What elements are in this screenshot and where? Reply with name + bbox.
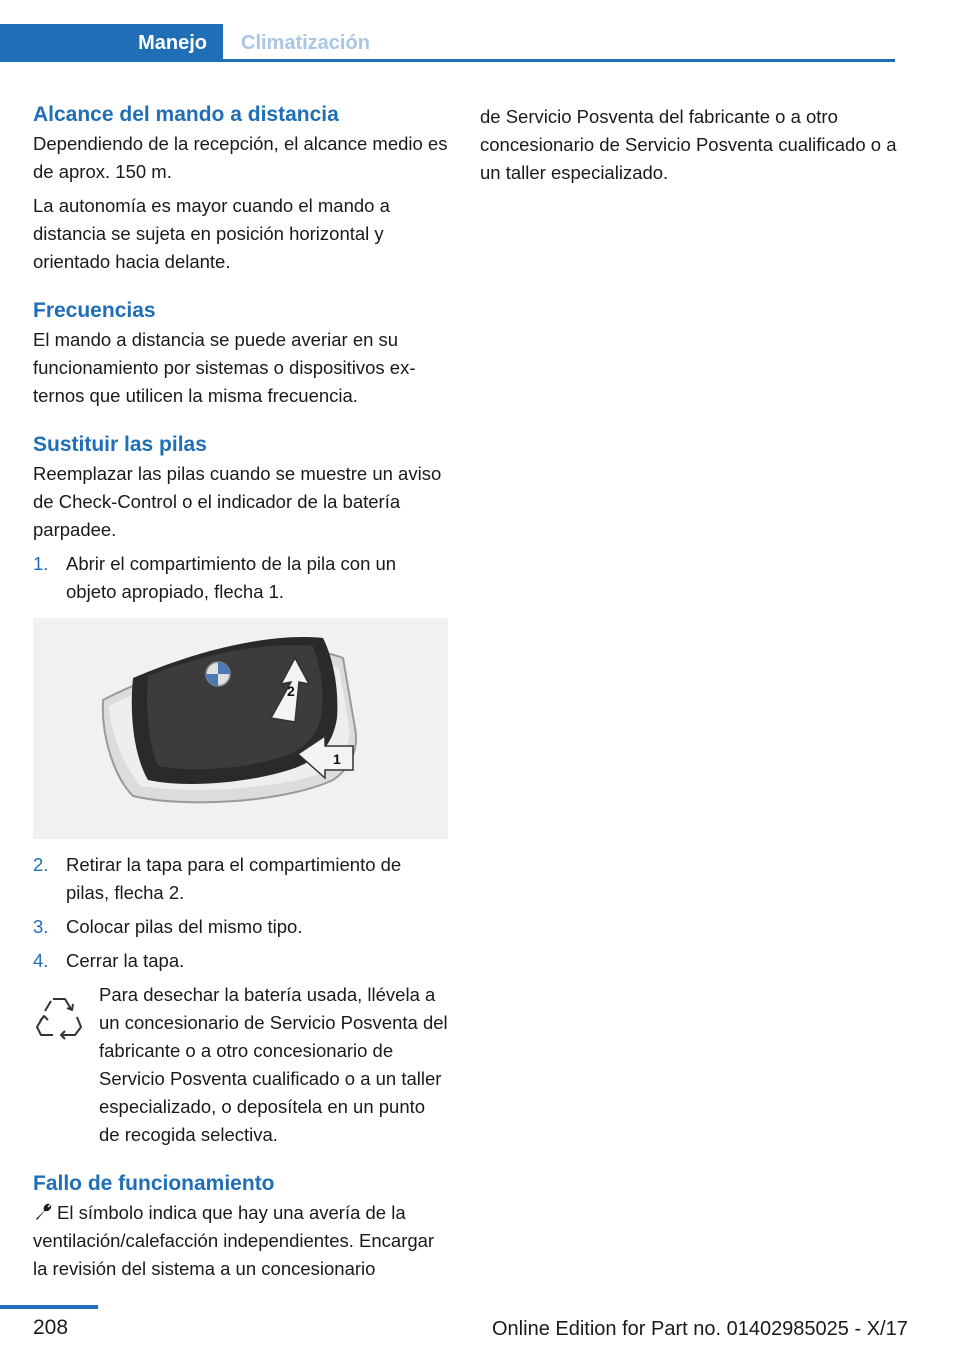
arrow-2-label: 2 (287, 683, 295, 699)
section-title-pilas: Sustituir las pilas (33, 433, 207, 456)
wrench-icon (33, 1202, 53, 1222)
paragraph: Dependiendo de la recepción, el alcance medio es de aprox. 150 m. (33, 133, 448, 182)
list-item (33, 550, 448, 606)
tab-manejo[interactable] (0, 24, 223, 62)
edition-text: Online Edition for Part no. 01402985025 - X/17 (492, 1318, 908, 1340)
list-item (33, 947, 448, 975)
paragraph: Reemplazar las pilas cuando se muestre un aviso de Check-Control o el indicador de la batería parpadee. (33, 463, 442, 540)
step-number: 4. (33, 950, 49, 971)
list-item (33, 851, 448, 907)
section-title-frecuencias: Frecuencias (33, 299, 156, 322)
footer-rule (0, 1305, 98, 1309)
section-title-fallo: Fallo de funcionamiento (33, 1172, 275, 1195)
header-tabs (0, 24, 895, 62)
environment-note (33, 981, 448, 1149)
fault-paragraph (33, 1199, 448, 1283)
steps-list (33, 550, 448, 606)
paragraph: La autonomía es mayor cuando el mando a distancia se sujeta en posición horizontal y orientado hacia delante. (33, 195, 390, 272)
step-number: 2. (33, 854, 49, 875)
note-text: Para desechar la batería usada, llévela a un concesionario de Servicio Posventa del fabricante o a otro concesionario de Servicio Posventa cualificado o a un taller especializado, o deposítela en un punto de recogida selectiva. (99, 984, 448, 1145)
steps-list-continued (33, 851, 448, 975)
tab-climatizacion-label: Climatización (241, 31, 370, 54)
page-number: 208 (33, 1316, 69, 1339)
tab-underline (223, 59, 895, 62)
step-text: Cerrar la tapa. (66, 950, 185, 971)
recycle-icon (33, 991, 85, 1043)
fault-text: El símbolo indica que hay una avería de la ventilación/calefacción independientes. Encargar la revisión del sistema a un concesionario (33, 1202, 435, 1279)
step-text: Abrir el compartimiento de la pila con un objeto apropiado, flecha 1. (66, 553, 397, 602)
step-number: 1. (33, 553, 49, 574)
paragraph: El mando a distancia se puede averiar en su funcionamiento por sistemas o dispositivos externos que utilicen la misma frecuencia. (33, 329, 416, 406)
section-title-alcance: Alcance del mando a distancia (33, 103, 339, 126)
right-column (480, 103, 900, 187)
left-column (33, 100, 448, 1283)
tab-manejo-label: Manejo (138, 31, 207, 54)
step-number: 3. (33, 916, 49, 937)
step-text: Colocar pilas del mismo tipo. (66, 916, 303, 937)
paragraph: de Servicio Posventa del fabricante o a otro concesionario de Servicio Posventa cualificado o a un taller especializado. (480, 106, 897, 183)
key-fob-image (33, 618, 448, 839)
step-text: Retirar la tapa para el compartimiento de pilas, flecha 2. (66, 854, 402, 903)
list-item (33, 913, 448, 941)
tab-climatizacion[interactable] (241, 24, 370, 62)
arrow-1-label: 1 (333, 751, 341, 767)
key-fob-illustration (33, 618, 448, 839)
